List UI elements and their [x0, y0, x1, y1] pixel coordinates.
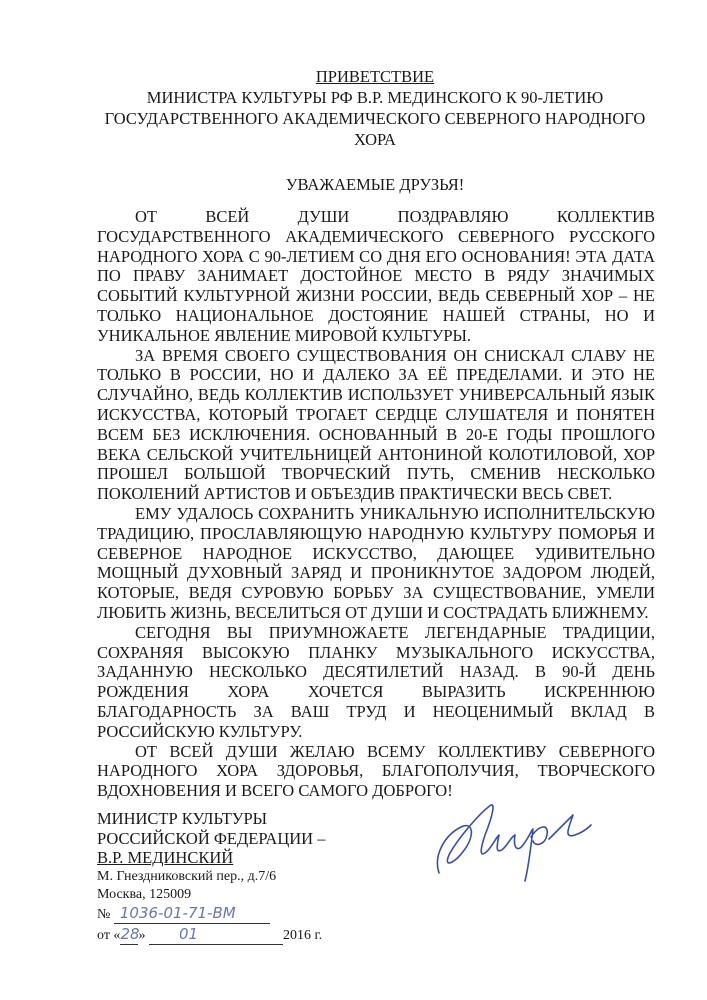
signatory-line2: РОССИЙСКОЙ ФЕДЕРАЦИИ – — [97, 828, 326, 848]
handwritten-signature — [425, 795, 595, 885]
date-year: 2016 г. — [282, 928, 323, 943]
handwritten-day: 28 — [120, 925, 140, 943]
date-day-field — [120, 925, 138, 945]
handwritten-number: 1036-01-71-ВМ — [119, 904, 236, 922]
registration-date-line — [97, 925, 322, 945]
letter-subtitle-line3: ХОРА — [354, 130, 396, 149]
number-field — [114, 904, 270, 924]
letter-title: ПРИВЕТСТВИЕ — [315, 67, 435, 86]
paragraph: ОТ ВСЕЙ ДУШИ ПОЗДРАВЛЯЮ КОЛЛЕКТИВ ГОСУДАРСТВЕННОГО АКАДЕМИЧЕСКОГО СЕВЕРНОГО РУССКОГО НАРОДНОГО ХОРА С 90-ЛЕТИЕМ СО ДНЯ ЕГО ОСНОВАНИЯ! ЭТА ДАТА ПО ПРАВУ ЗАНИМАЕТ ДОСТОЙНОЕ МЕСТО В РЯДУ ЗНАЧИМЫХ СОБЫТИЙ КУЛЬТУРНОЙ ЖИЗНИ РОССИИ, ВЕДЬ СЕВЕРНЫЙ ХОР – НЕ ТОЛЬКО НАЦИОНАЛЬНОЕ ДОСТОЯНИЕ НАШЕЙ СТРАНЫ, НО И УНИКАЛЬНОЕ ЯВЛЕНИЕ МИРОВОЙ КУЛЬТУРЫ. — [97, 207, 655, 345]
signatory-name: В.Р. МЕДИНСКИЙ — [97, 848, 234, 867]
handwritten-month: 01 — [178, 925, 199, 943]
signature-stroke — [437, 805, 591, 881]
address-block — [97, 868, 276, 904]
number-label: № — [97, 907, 111, 922]
paragraph: ЕМУ УДАЛОСЬ СОХРАНИТЬ УНИКАЛЬНУЮ ИСПОЛНИТЕЛЬСКУЮ ТРАДИЦИЮ, ПРОСЛАВЛЯЮЩУЮ НАРОДНУЮ КУЛЬТУРУ ПОМОРЬЯ И СЕВЕРНОЕ НАРОДНОЕ ИСКУССТВО, ДАЮЩЕЕ УДИВИТЕЛЬНО МОЩНЫЙ ДУХОВНЫЙ ЗАРЯД И ПРОНИКНУТОЕ ЗАДОРОМ ЛЮДЕЙ, КОТОРЫЕ, ВЕДЯ СУРОВУЮ БОРЬБУ ЗА СУЩЕСТВОВАНИЕ, УМЕЛИ ЛЮБИТЬ ЖИЗНЬ, ВЕСЕЛИТЬСЯ ОТ ДУШИ И СОСТРАДАТЬ БЛИЖНЕМУ. — [97, 503, 655, 622]
letter-body — [97, 207, 655, 801]
address-street: М. Гнездниковский пер., д.7/6 — [97, 869, 277, 884]
date-mid: » — [138, 928, 146, 943]
registration-number-line — [97, 904, 270, 924]
greeting: УВАЖАЕМЫЕ ДРУЗЬЯ! — [285, 175, 465, 194]
date-prefix: от « — [97, 928, 121, 943]
letter-subtitle-line1: МИНИСТРА КУЛЬТУРЫ РФ В.Р. МЕДИНСКОГО К 90-ЛЕТИЮ — [146, 88, 604, 107]
paragraph: ОТ ВСЕЙ ДУШИ ЖЕЛАЮ ВСЕМУ КОЛЛЕКТИВУ СЕВЕРНОГО НАРОДНОГО ХОРА ЗДОРОВЬЯ, БЛАГОПОЛУЧИЯ, ТВОРЧЕСКОГО ВДОХНОВЕНИЯ И ВСЕГО САМОГО ДОБРОГО! — [97, 741, 655, 801]
letter-header — [60, 66, 690, 150]
paragraph: СЕГОДНЯ ВЫ ПРИУМНОЖАЕТЕ ЛЕГЕНДАРНЫЕ ТРАДИЦИИ, СОХРАНЯЯ ВЫСОКУЮ ПЛАНКУ МУЗЫКАЛЬНОГО ИСКУССТВА, ЗАДАННУЮ НЕСКОЛЬКО ДЕСЯТИЛЕТИЙ НАЗАД. В 90-Й ДЕНЬ РОЖДЕНИЯ ХОРА ХОЧЕТСЯ ВЫРАЗИТЬ ИСКРЕННЮЮ БЛАГОДАРНОСТЬ ЗА ВАШ ТРУД И НЕОЦЕНИМЫЙ ВКЛАД В РОССИЙСКУЮ КУЛЬТУРУ. — [97, 622, 655, 741]
paragraph: ЗА ВРЕМЯ СВОЕГО СУЩЕСТВОВАНИЯ ОН СНИСКАЛ СЛАВУ НЕ ТОЛЬКО В РОССИИ, НО И ДАЛЕКО ЗА ЕЁ ПРЕДЕЛАМИ. И ЭТО НЕ СЛУЧАЙНО, ВЕДЬ КОЛЛЕКТИВ ИСПОЛЬЗУЕТ УНИВЕРСАЛЬНЫЙ ЯЗЫК ИСКУССТВА, КОТОРЫЙ ТРОГАЕТ СЕРДЦЕ СЛУШАТЕЛЯ И ПОНЯТЕН ВСЕМ БЕЗ ИСКЛЮЧЕНИЯ. ОСНОВАННЫЙ В 20-Е ГОДЫ ПРОШЛОГО ВЕКА СЕЛЬСКОЙ УЧИТЕЛЬНИЦЕЙ АНТОНИНОЙ КОЛОТИЛОВОЙ, ХОР ПРОШЕЛ БОЛЬШОЙ ТВОРЧЕСКИЙ ПУТЬ, СМЕНИВ НЕСКОЛЬКО ПОКОЛЕНИЙ АРТИСТОВ И ОБЪЕЗДИВ ПРАКТИЧЕСКИ ВЕСЬ СВЕТ. — [97, 345, 655, 504]
letter-subtitle-line2: ГОСУДАРСТВЕННОГО АКАДЕМИЧЕСКОГО СЕВЕРНОГО НАРОДНОГО — [104, 109, 646, 128]
signatory-line1: МИНИСТР КУЛЬТУРЫ — [97, 809, 268, 828]
signatory-block — [97, 809, 325, 868]
date-month-field — [149, 925, 283, 945]
address-city: Москва, 125009 — [97, 887, 192, 902]
